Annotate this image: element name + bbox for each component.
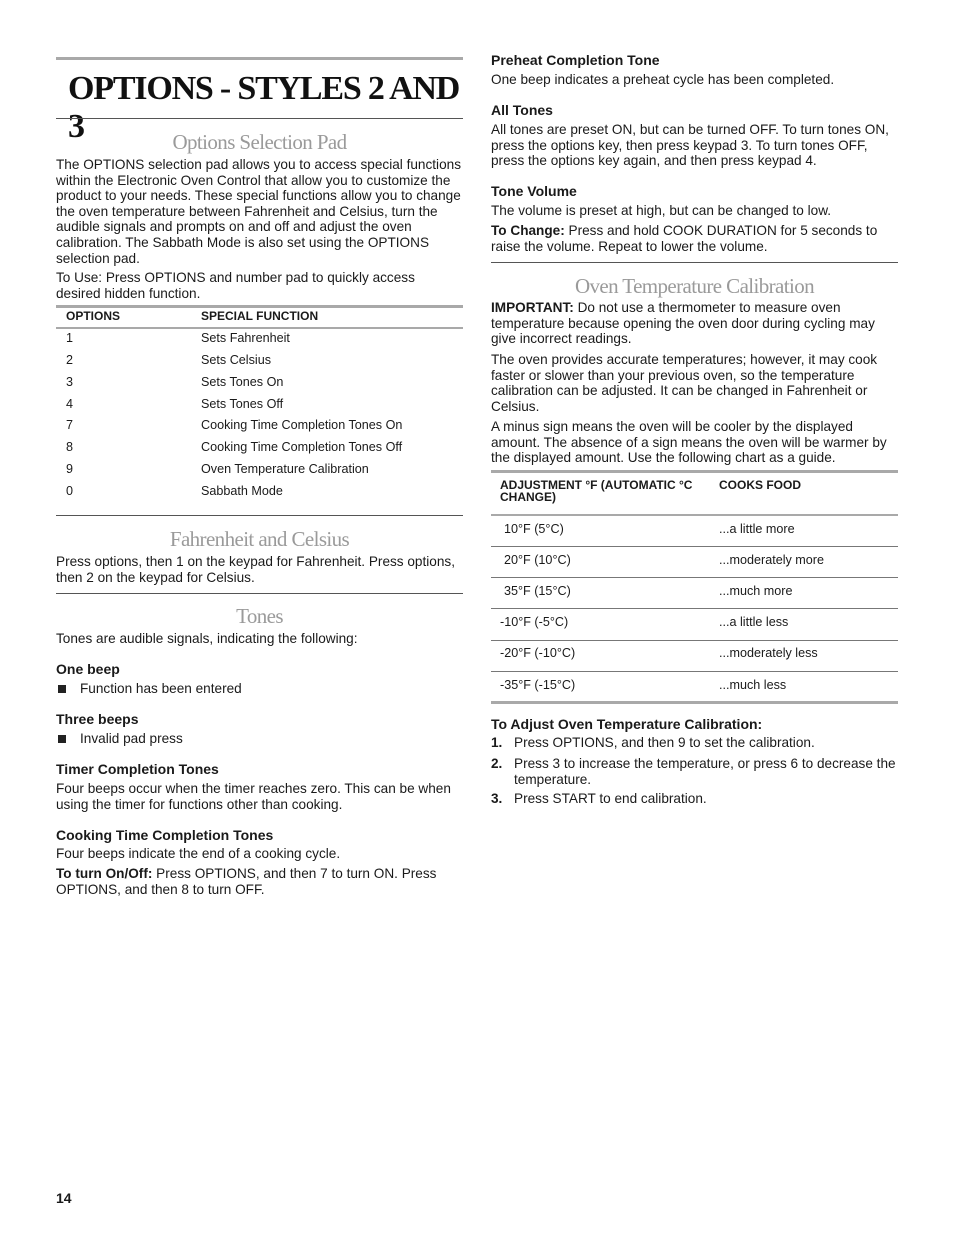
options-selection-pad-heading: Options Selection Pad [172, 130, 347, 154]
option-number: 9 [66, 462, 74, 476]
cooking-completion-text: Four beeps indicate the end of a cooking cycle. [56, 846, 341, 861]
cooks-food-cell: ...a little more [719, 522, 795, 536]
page-title: OPTIONS - STYLES 2 AND 3 [68, 70, 460, 145]
list-item [56, 731, 463, 747]
important-label: IMPORTANT: [491, 300, 574, 315]
adjustment-cell: 20°F (10°C) [504, 553, 571, 567]
bullet-icon [58, 685, 66, 693]
option-function: Sets Tones Off [201, 397, 284, 411]
options-pad-paragraph: The OPTIONS selection pad allows you to access special functions within the Electronic Oven Control that allow you to customize the product to your needs. These special functions allow you to change the oven temperature between Fahrenheit and Celsius, turn the audible signals and prompts on and off and adjust the oven calibration. The Sabbath Mode is also set using the OPTIONS selection pad. [56, 157, 461, 266]
cooks-food-cell: ...moderately less [719, 646, 818, 660]
option-number: 4 [66, 397, 74, 411]
option-number: 3 [66, 375, 74, 389]
table-top-rule [56, 305, 463, 308]
adjustment-cell: -20°F (-10°C) [500, 646, 576, 660]
option-number: 0 [66, 484, 74, 498]
option-function: Sets Fahrenheit [201, 331, 290, 345]
adjust-calibration-heading: To Adjust Oven Temperature Calibration: [491, 716, 763, 732]
divider [491, 262, 898, 263]
list-item [491, 756, 898, 788]
adjustment-cell: 35°F (15°C) [504, 584, 571, 598]
tone-volume-text: The volume is preset at high, but can be changed to low. [491, 203, 832, 218]
option-number: 1 [66, 331, 74, 345]
option-function: Cooking Time Completion Tones On [201, 418, 403, 432]
divider [56, 515, 463, 516]
list-item-text: Function has been entered [80, 681, 242, 696]
adjustment-cell: -35°F (-15°C) [500, 678, 576, 692]
one-beep-heading: One beep [56, 661, 120, 677]
option-function: Oven Temperature Calibration [201, 462, 369, 476]
option-number: 8 [66, 440, 74, 454]
table-top-rule [491, 470, 898, 473]
turn-on-off-label: To turn On/Off: [56, 866, 153, 881]
important-text: Do not use a thermometer to measure oven temperature because opening the oven door during cycling may give incorrect readings. [491, 300, 875, 347]
preheat-text: One beep indicates a preheat cycle has been completed. [491, 72, 835, 87]
cooks-food-cell: ...moderately more [719, 553, 824, 567]
option-number: 2 [66, 353, 74, 367]
list-item [491, 791, 898, 807]
adjustment-cell: -10°F (-5°C) [500, 615, 569, 629]
step-number: 3. [491, 791, 503, 806]
option-function: Cooking Time Completion Tones Off [201, 440, 403, 454]
all-tones-text: All tones are preset ON, but can be turned OFF. To turn tones ON, press the options key, then press keypad 3. To turn tones OFF, press the options key again, and then press keypad 4. [491, 122, 889, 169]
step-text: Press 3 to increase the temperature, or press 6 to decrease the temperature. [514, 756, 896, 787]
row-divider [491, 577, 898, 578]
tone-volume-heading: Tone Volume [491, 183, 577, 199]
table-header-rule [491, 514, 898, 516]
adjustment-col-header: ADJUSTMENT °F (AUTOMATIC °C CHANGE) [500, 478, 693, 504]
all-tones-heading: All Tones [491, 102, 553, 118]
minus-sign-paragraph: A minus sign means the oven will be cooler by the displayed amount. The absence of a sign means the oven will be warmer by the displayed amount. Use the following chart as a guide. [491, 419, 887, 466]
option-function: Sets Celsius [201, 353, 271, 367]
row-divider [491, 640, 898, 641]
turn-on-off-text: Press OPTIONS, and then 7 to turn ON. Press OPTIONS, and then 8 to turn OFF. [56, 866, 437, 897]
important-paragraph [491, 300, 898, 347]
fahrenheit-celsius-heading: Fahrenheit and Celsius [169, 527, 350, 551]
step-text: Press START to end calibration. [514, 791, 707, 806]
cooks-food-cell: ...a little less [719, 615, 789, 629]
tones-intro: Tones are audible signals, indicating the following: [56, 631, 358, 646]
timer-completion-heading: Timer Completion Tones [56, 761, 219, 777]
cooks-food-cell: ...much more [719, 584, 793, 598]
title-top-rule [56, 57, 463, 60]
cooks-food-col-header: COOKS FOOD [719, 478, 802, 492]
list-item [56, 681, 463, 697]
step-number: 2. [491, 756, 503, 771]
option-function: Sabbath Mode [201, 484, 283, 498]
timer-completion-text: Four beeps occur when the timer reaches zero. This can be when using the timer for functions other than cooking. [56, 781, 451, 812]
preheat-heading: Preheat Completion Tone [491, 52, 660, 68]
row-divider [491, 671, 898, 672]
to-change-paragraph [491, 223, 898, 254]
cooks-food-cell: ...much less [719, 678, 787, 692]
list-item-text: Invalid pad press [80, 731, 183, 746]
row-divider [491, 546, 898, 547]
bullet-icon [58, 735, 66, 743]
cooking-completion-heading: Cooking Time Completion Tones [56, 827, 274, 843]
option-number: 7 [66, 418, 74, 432]
divider [56, 118, 463, 119]
step-number: 1. [491, 735, 503, 750]
table-bottom-rule [491, 701, 898, 704]
row-divider [491, 608, 898, 609]
fahrenheit-paragraph: Press options, then 1 on the keypad for Fahrenheit. Press options, then 2 on the keypad for Celsius. [56, 554, 455, 585]
three-beeps-heading: Three beeps [56, 711, 139, 727]
page-number: 14 [56, 1190, 72, 1206]
options-col-header: OPTIONS [66, 309, 121, 323]
oven-calibration-heading: Oven Temperature Calibration [574, 274, 815, 298]
to-change-label: To Change: [491, 223, 565, 238]
to-use-paragraph: To Use: Press OPTIONS and number pad to quickly access desired hidden function. [56, 270, 415, 301]
divider [56, 593, 463, 594]
calibration-paragraph: The oven provides accurate temperatures; however, it may cook faster or slower than your previous oven, so the temperature calibration can be adjusted. It can be changed in Fahrenheit or Celsius. [491, 352, 878, 414]
to-change-text: Press and hold COOK DURATION for 5 seconds to raise the volume. Repeat to lower the volume. [491, 223, 878, 254]
turn-on-off-paragraph [56, 866, 463, 897]
list-item [491, 735, 898, 751]
step-text: Press OPTIONS, and then 9 to set the calibration. [514, 735, 815, 750]
adjustment-cell: 10°F (5°C) [504, 522, 564, 536]
table-header-rule [56, 327, 463, 329]
tones-heading: Tones [236, 604, 283, 628]
function-col-header: SPECIAL FUNCTION [201, 309, 319, 323]
option-function: Sets Tones On [201, 375, 284, 389]
